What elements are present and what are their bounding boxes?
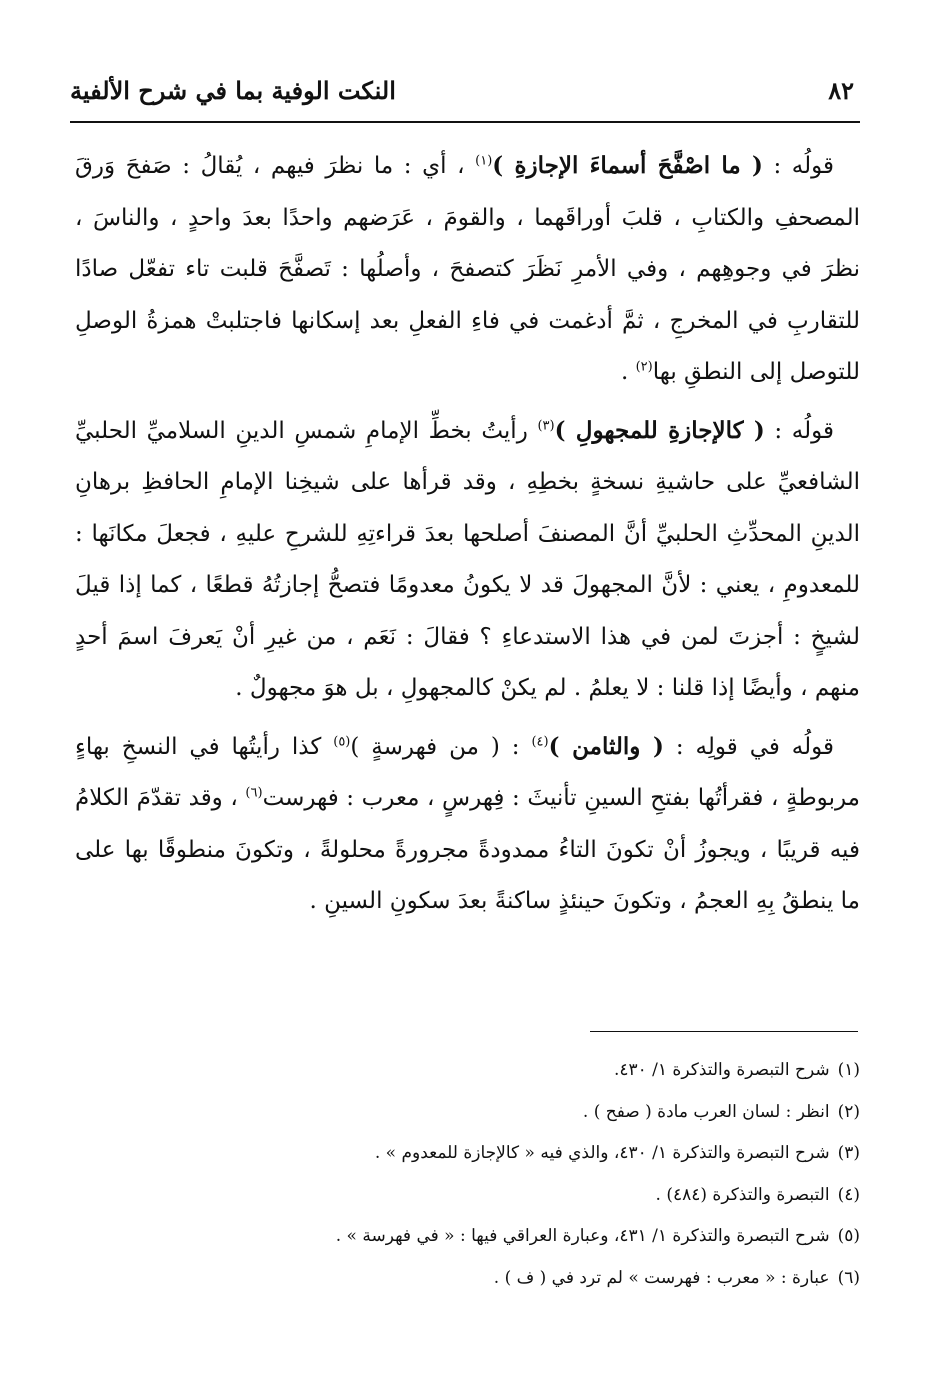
footnote-marker: (٥)	[333, 733, 351, 749]
quoted-keyword: ( والثامن )	[548, 732, 664, 760]
footnote	[75, 1133, 860, 1175]
footnote-marker: (٣)	[537, 417, 555, 433]
footnote-number: (٢)	[837, 1101, 860, 1122]
main-text	[75, 140, 860, 934]
footnote-text: عبارة : « معرب : فهرست » لم ترد في ( ف ) .	[493, 1267, 830, 1288]
paragraph-end: .	[620, 359, 636, 385]
footnote-text: شرح التبصرة والتذكرة ١/ ٤٣٠.	[613, 1060, 830, 1080]
footnote	[75, 1092, 860, 1134]
footnote	[75, 1175, 860, 1217]
footnote-number: (٦)	[837, 1267, 860, 1288]
page-number: ٨٢	[828, 76, 854, 105]
paragraph-end: ، وقد تقدّمَ الكلامُ فيه قريبًا ، ويجوزُ أنْ تكونَ التاءُ ممدودةً مجرورةً محلولةً ، وتكونَ منطوقًا بها على ما ينطقُ بِهِ العجمُ ، وتكونَ حينئذٍ ساكنةً بعدَ سكونِ السينِ .	[75, 785, 860, 914]
paragraph-3	[75, 721, 860, 928]
paragraph-lead: قولُه :	[762, 153, 834, 179]
quoted-keyword: ( ما اصْفَّحَ أسماءَ الإجازةِ )	[492, 152, 763, 179]
footnote-number: (٥)	[837, 1226, 860, 1246]
footnote-marker: (٦)	[245, 785, 263, 801]
footnote	[75, 1258, 860, 1300]
paragraph-2	[75, 405, 860, 715]
footnote-marker: (٤)	[531, 733, 549, 749]
running-header	[70, 70, 860, 120]
footnote-separator	[590, 1031, 858, 1032]
quoted-phrase: : ( من فهرسةٍ )	[350, 733, 532, 760]
footnote-number: (٣)	[837, 1143, 860, 1163]
paragraph-lead: قولُه :	[764, 417, 834, 444]
header-title: النكت الوفية بما في شرح الألفية	[70, 76, 396, 105]
footnote	[75, 1216, 860, 1258]
footnote-text: شرح التبصرة والتذكرة ١/ ٤٣١، وعبارة العراقي فيها : « في فهرسة » .	[335, 1226, 830, 1246]
header-rule	[70, 121, 860, 123]
paragraph-text: ، أي : ما نظرَ فيهم ، يُقالُ : صَفحَ وَرقَ المصحفِ والكتابِ ، قلبَ أوراقَهما ، والقومَ ، عَرَضهم واحدًا بعدَ واحدٍ ، والناسَ ، نظرَ في وجوهِهم ، وفي الأمرِ نَظَرَ كتصفحَ ، وأصلُها : تَصفَّحَ قلبت تاء تفعّل صادًا للتقاربِ في المخرجِ ، ثمَّ أدغمت في فاءِ الفعلِ بعد إسكانها فاجتلبتْ همزةُ الوصلِ للتوصل إلى النطقِ بها	[75, 153, 860, 385]
footnote-number: (١)	[837, 1060, 860, 1080]
paragraph-1	[75, 140, 860, 399]
footnote-marker: (١)	[475, 153, 493, 169]
paragraph-text: رأيتُ بخطِّ الإمامِ شمسِ الدينِ السلاميِّ الحلبيِّ الشافعيِّ على حاشيةِ نسخةٍ بخطِهِ ، وقد قرأها على شيخِنا الإمامِ الحافظِ برهانِ الدينِ المحدِّثِ الحلبيِّ أنَّ المصنفَ أصلحها بعدَ قراءتِهِ للشرحِ عليهِ ، فجعلَ مكانَها : للمعدومِ ، يعني : لأنَّ المجهولَ قد لا يكونُ معدومًا فتصحُّ إجازتُهُ قطعًا ، كما إذا قيلَ لشيخٍ : أجزتَ لمن في هذا الاستدعاءِ ؟ فقالَ : نَعَم ، من غيرِ أنْ يَعرفَ اسمَ أحدٍ منهم ، وأيضًا إذا قلنا : لا يعلمُ . لم يكنْ كالمجهولِ ، بل هوَ مجهولٌ .	[75, 417, 860, 701]
footnote-text: انظر : لسان العرب مادة ( صفح ) .	[582, 1101, 830, 1122]
footnote-number: (٤)	[837, 1184, 860, 1205]
footnotes	[75, 1050, 860, 1299]
footnote-marker: (٢)	[635, 359, 653, 375]
paragraph-text: كذا رأيتُها في النسخِ بهاءٍ مربوطةٍ ، فقرأتُها بفتحِ السينِ تأنيثَ : فِهرسٍ ، معرب : فهرست	[75, 733, 860, 811]
footnote-text: شرح التبصرة والتذكرة ١/ ٤٣٠، والذي فيه « كالإجازة للمعدوم » .	[374, 1143, 830, 1163]
quoted-keyword: ( كالإجازةِ للمجهولِ )	[554, 416, 765, 444]
footnote	[75, 1050, 860, 1092]
paragraph-lead: قولُه في قولِه :	[663, 733, 835, 760]
footnote-text: التبصرة والتذكرة (٤٨٤) .	[655, 1184, 830, 1205]
